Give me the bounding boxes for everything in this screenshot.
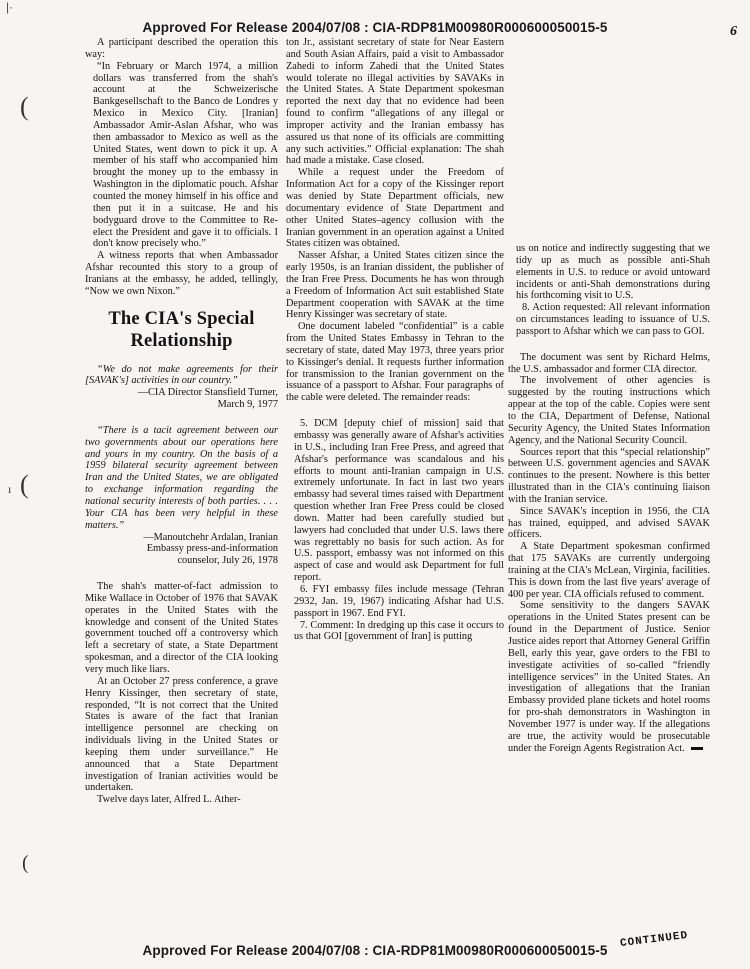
cable-paragraph: 8. Action requested: All relevant information on circumstances leading to issuance of U.S. passport to Afshar which we can pass to GOI. [516, 302, 710, 337]
release-header: Approved For Release 2004/07/08 : CIA-RDP81M00980R000600050015-5 [142, 20, 608, 35]
paragraph-text: Some sensitivity to the dangers SAVAK operations in the United States present can be found in the Department of Justice. Senior Justice aides report that Attorney General Griffin Bell, early this year, gave orders to the FBI to investigate activities of so-called “friendly intelligence services” in the United States. An investigation of allegations that the Iranian Embassy provided plane tickets and hotel rooms for pro-shah demonstrators in Washington in November 1977 is under way. If the allegations are true, the activity would be prosecutable under the Foreign Agents Registration Act. [508, 600, 710, 754]
epigraph-attribution: counselor, July 26, 1978 [177, 555, 278, 567]
paragraph: The involvement of other agencies is suggested by the routing instructions which appear at the top of the cable. Copies were sent to the CIA, Department of Defense, National Security Agency, the United States Information Agency, and the National Security Council. [508, 375, 710, 446]
margin-paren-mark: ( [20, 92, 29, 121]
cable-paragraph: us on notice and indirectly suggesting that we tidy up as much as possible anti-Shah elements in U.S. to reduce or avoid untoward incidents or anti-Shah demonstrations during his forthcoming visit to U.S. [516, 243, 710, 302]
epigraph-attribution: —Manoutchehr Ardalan, Iranian [143, 531, 278, 543]
paragraph: A State Department spokesman confirmed that 175 SAVAKs are currently undergoing training at the CIA's McLean, Virginia, facilities. This is down from the last five years' average of 400 per year. CIA officials refused to comment. [508, 541, 710, 600]
continued-stamp: CONTINUED [619, 929, 689, 951]
cable-paragraph: 6. FYI embassy files include message (Tehran 2932, Jan. 19, 1967) indicating Afshar had U.S. passport in 1967. End FYI. [294, 583, 504, 619]
quote-paragraph: “In February or March 1974, a million dollars was transferred from the shah's account at the Schweizerische Bankgesellschaft to the Banco de Londres y Mexico in Mexico City. [Iranian] Ambassador Amir-Aslan Afshar, who was then ambassador to Mexico as well as the United States, went down to pick it up. A member of his staff who accompanied him brought the money up to the embassy in Washington in the diplomatic pouch. Afshar counted the money himself in his office and then put it in a suitcase. He and his bodyguard drove to the Committee to Re-elect the President and gave it to officials. I don't know precisely who.” [93, 60, 278, 250]
paragraph: Nasser Afshar, a United States citizen since the early 1950s, is an Iranian dissident, the publisher of the Iran Free Press. Documents he has won through a Freedom of Information Act suit established State Department cooperation with SAVAK at the time Henry Kissinger was secretary of state. [286, 250, 504, 321]
paragraph: Sources report that this “special relationship” between U.S. government agencies and SAVAK continues to the present. Nowhere is this better illustrated than in the CIA's continuing liaison with the Iranian service. [508, 446, 710, 505]
paragraph: The shah's matter-of-fact admission to Mike Wallace in October of 1976 that SAVAK operates in the United States with the knowledge and consent of the United States government touched off a controversy which left a secretary of state, a State Department spokesman, and a director of the CIA looking very much like liars. [85, 581, 278, 675]
paragraph: Twelve days later, Alfred L. Ather- [97, 794, 241, 806]
end-mark [691, 747, 703, 750]
cable-paragraph: 5. DCM [deputy chief of mission] said that embassy was generally aware of Afshar's activities in U.S., including Iran Free Press, and agreed that Afshar's performance was scandalous and his efforts to mount anti-Iranian campaign in U.S. extremely unfortunate. In fact in last two years embassy had several times raised with Department question whether Iran Free Press could be closed down. Matter had been carefully studied but lawyers had concluded that under U.S. laws there was regrettably no basis for such action. As for U.S. passport, embassy was not informed on this aspect of case and would ask Department for full report. [294, 418, 504, 584]
paragraph: One document labeled “confidential” is a cable from the United States Embassy in Tehran to the secretary of state, dated May 1973, three years prior to Kissinger's denial. It requests further information for transmission to the Iranian government on the issuance of a passport to Afshar. Four paragraphs of the cable were deleted. The remainder reads: [286, 321, 504, 404]
article-column-2 [286, 37, 504, 643]
article-column-3 [508, 243, 710, 754]
paragraph: Since SAVAK's inception in 1956, the CIA has trained, equipped, and advised SAVAK officers. [508, 505, 710, 541]
epigraph-attribution: —CIA Director Stansfield Turner, [137, 387, 278, 399]
scan-corner-mark: |· [6, 0, 14, 14]
release-footer: Approved For Release 2004/07/08 : CIA-RDP81M00980R000600050015-5 [142, 943, 608, 958]
epigraph-quote: “There is a tacit agreement between our two governments about our operations here and yours in my country. On the basis of a 1959 bilateral security agreement between Iran and the United States, we are obligated to exchange information regarding the national security interests of both parties. . . . Your CIA has been very helpful in these matters.” [85, 424, 278, 531]
margin-paren-mark: ( [20, 470, 29, 499]
paragraph: A participant described the operation this way: [85, 37, 278, 60]
epigraph-attribution: March 9, 1977 [217, 399, 278, 411]
section-heading-line: The CIA's Special [108, 308, 255, 329]
article-column-1 [85, 37, 278, 806]
cable-paragraph: 7. Comment: In dredging up this case it occurs to us that GOI [government of Iran] is putting [294, 619, 504, 643]
paragraph: The document was sent by Richard Helms, the U.S. ambassador and former CIA director. [508, 351, 710, 375]
section-heading [85, 308, 278, 352]
epigraph-quote: “We do not make agreements for their [SAVAK's] activities in our country.” [85, 363, 278, 387]
margin-tick-mark: ı [8, 482, 12, 496]
paragraph: A witness reports that when Ambassador Afshar recounted this story to a group of Iranians at the embassy, he added, tellingly, “Now we own Nixon.” [85, 250, 278, 297]
paragraph: While a request under the Freedom of Information Act for a copy of the Kissinger report was denied by State Department officials, new documentary evidence of State Department and other United States–agency collusion with the Iranian government in an operation against a United States citizen was obtained. [286, 167, 504, 250]
epigraph-attribution: Embassy press-and-information [146, 543, 278, 555]
paragraph: At an October 27 press conference, a grave Henry Kissinger, then secretary of state, responded, “It is not correct that the United States is aware of the fact that Iranian intelligence personnel are checking on individuals living in the United States or keeping them under surveillance.” He announced that a State Department investigation of Iranian activities would be undertaken. [85, 675, 278, 794]
section-heading-line: Relationship [130, 330, 233, 351]
margin-paren-mark: ( [22, 852, 29, 874]
paragraph [508, 600, 710, 754]
page-number: 6 [730, 24, 737, 39]
paragraph: ton Jr., assistant secretary of state for Near Eastern and South Asian Affairs, paid a visit to Ambassador Zahedi to inform Zahedi that the United States would tolerate no illegal activities by SAVAKs in the United States. A State Department spokesman reported the next day that no evidence had been found to confirm “allegations of any illegal or improper activity and the Iranian embassy has assured us that none of its officials are committing any such activities.” Official explanation: The shah had made a mistake. Case closed. [286, 37, 504, 167]
